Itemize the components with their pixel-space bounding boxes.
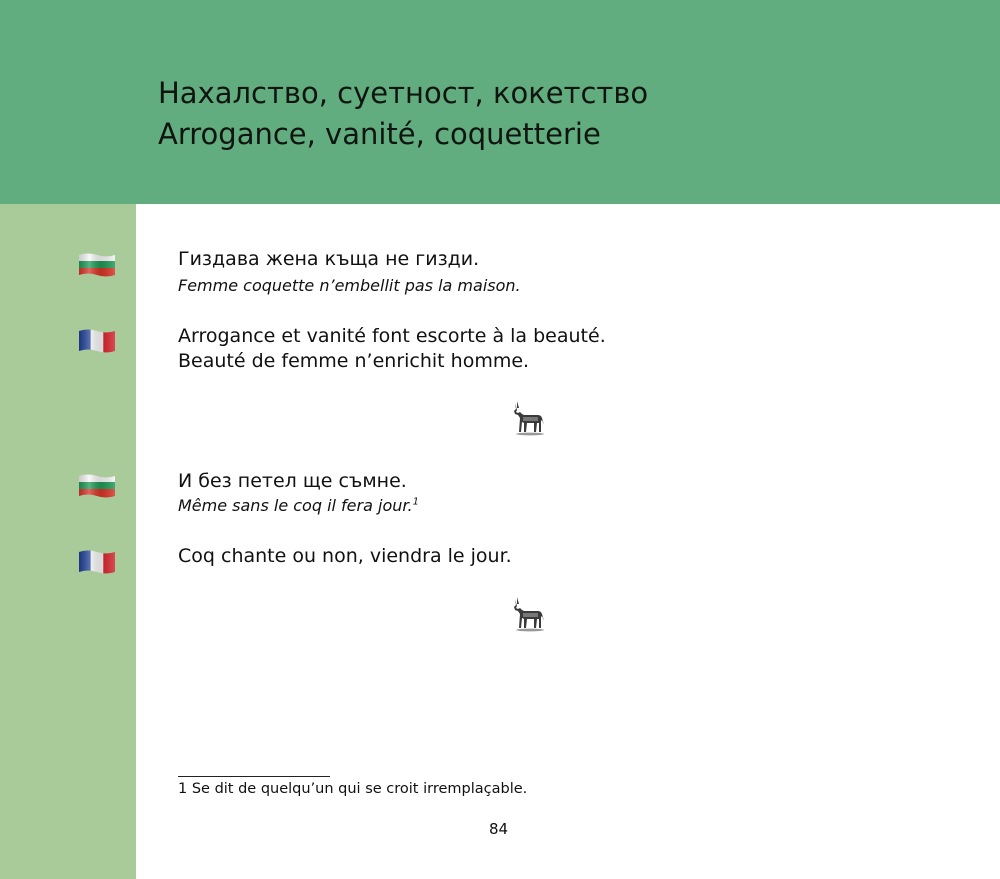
french-equivalent: Arrogance et vanité font escorte à la beauté. [178,325,606,347]
left-sidebar-band [0,204,136,879]
bulgaria-flag-icon [78,473,116,499]
france-flag-icon [78,549,116,575]
bulgarian-proverb: И без петел ще съмне. [178,470,407,492]
french-equivalent: Beauté de femme n’enrichit homme. [178,350,530,372]
footnote: 1 Se dit de quelqu’un qui se croit irremplaçable. [178,781,528,797]
footnote-reference: 1 [412,496,419,508]
french-translation [178,496,419,515]
bulgaria-flag-icon [78,252,116,278]
french-translation-text: Même sans le coq il fera jour. [178,496,413,515]
bulgarian-proverb: Гиздава жена къща не гизди. [178,248,480,270]
french-translation: Femme coquette n’embellit pas la maison. [178,276,521,295]
french-equivalent: Coq chante ou non, viendra le jour. [178,545,512,567]
chapter-title-bulgarian: Нахалство, суетност, кокетство [158,76,649,110]
footnote-divider [178,776,330,777]
donkey-icon [512,596,548,632]
chapter-title-french: Arrogance, vanité, coquetterie [158,117,601,151]
france-flag-icon [78,328,116,354]
chapter-header [0,0,1000,204]
donkey-icon [512,400,548,436]
page-number: 84 [489,820,509,838]
